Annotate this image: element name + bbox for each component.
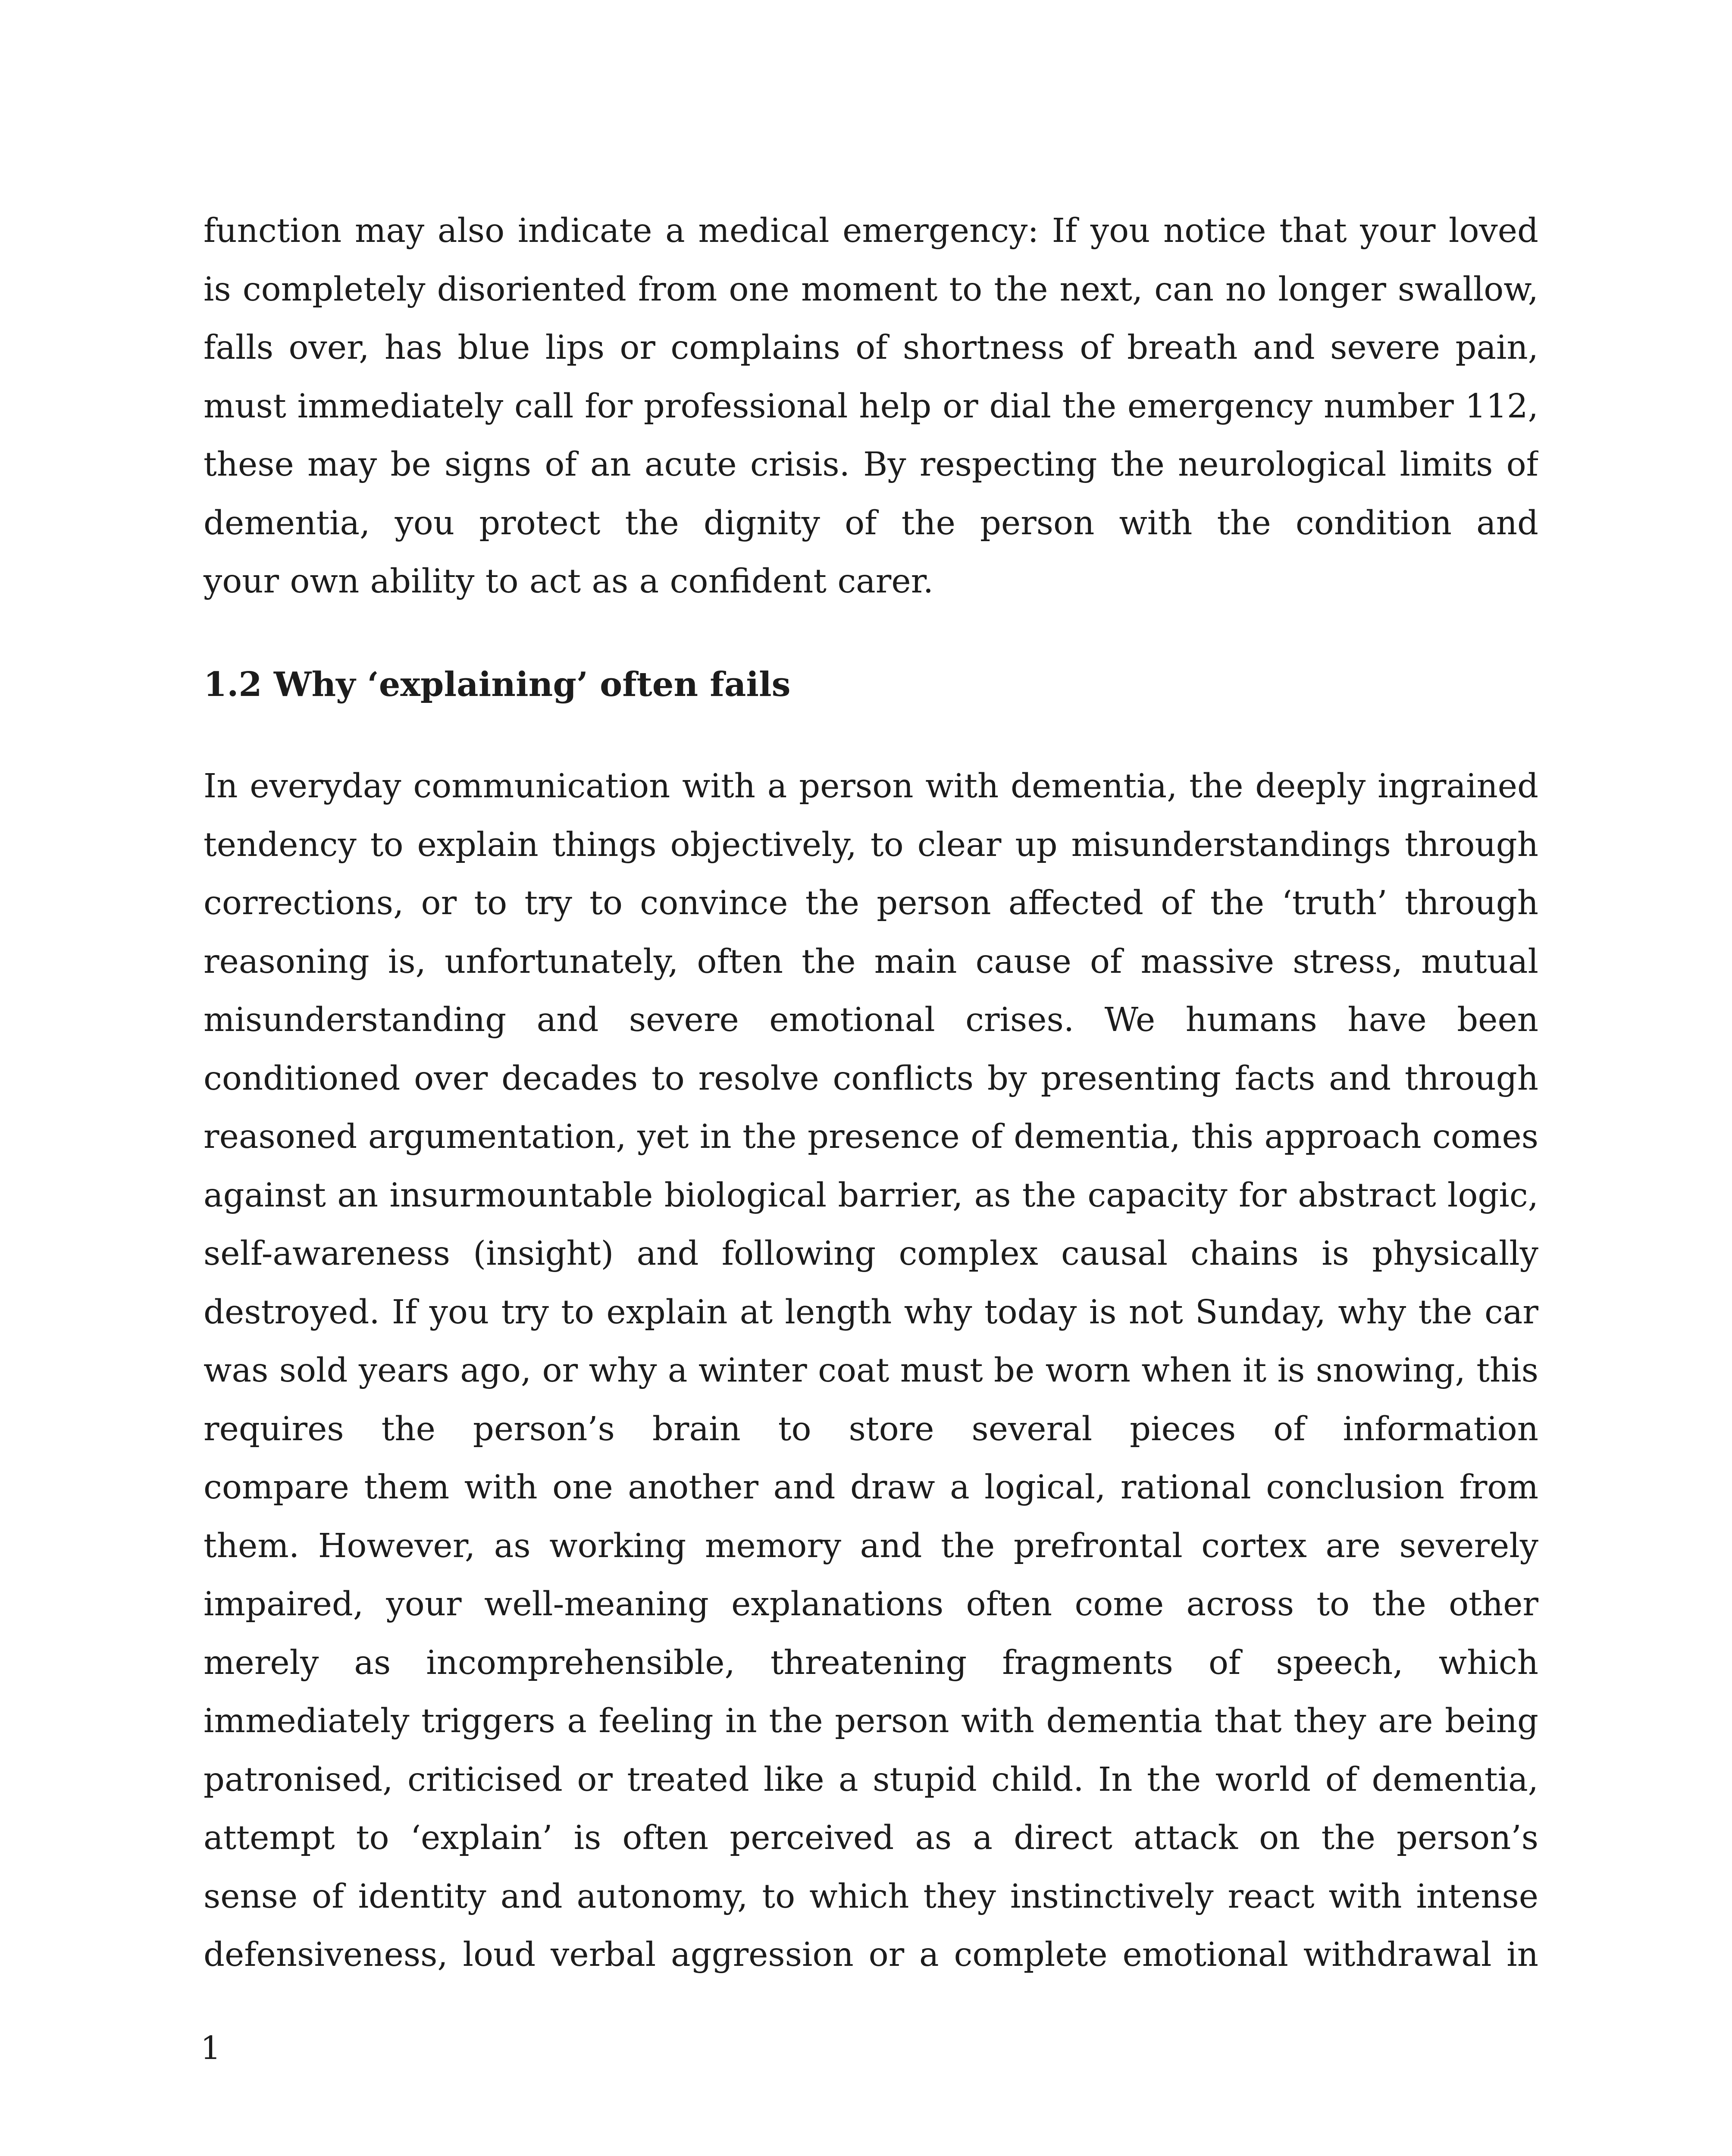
paragraph-line: tendency to explain things objectively, to clear up misunderstandings through	[204, 825, 1538, 864]
paragraph-line: your own ability to act as a confident carer.	[204, 562, 934, 601]
paragraph-line: against an insurmountable biological barrier, as the capacity for abstract logic,	[204, 1176, 1538, 1215]
paragraph-line: self-awareness (insight) and following complex causal chains is physically	[204, 1235, 1538, 1273]
paragraph-1	[204, 202, 1538, 611]
paragraph-line: impaired, your well-meaning explanations often come across to the other	[204, 1585, 1538, 1623]
paragraph-line: requires the person’s brain to store several pieces of information	[204, 1410, 1538, 1448]
paragraph-line: these may be signs of an acute crisis. By respecting the neurological limits of	[204, 445, 1538, 484]
paragraph-line: In everyday communication with a person with dementia, the deeply ingrained	[204, 767, 1538, 805]
paragraph-line: reasoned argumentation, yet in the presence of dementia, this approach comes	[204, 1118, 1538, 1156]
paragraph-line: reasoning is, unfortunately, often the main cause of massive stress, mutual	[204, 942, 1538, 981]
paragraph-line: defensiveness, loud verbal aggression or a complete emotional withdrawal in	[204, 1936, 1538, 1974]
page-number: 1	[200, 2030, 221, 2067]
paragraph-line: compare them with one another and draw a logical, rational conclusion from	[204, 1468, 1538, 1507]
paragraph-line: conditioned over decades to resolve conflicts by presenting facts and through	[204, 1059, 1538, 1098]
section-heading: 1.2 Why ‘explaining’ often fails	[204, 665, 791, 704]
paragraph-line: destroyed. If you try to explain at length why today is not Sunday, why the car	[204, 1293, 1538, 1332]
paragraph-line: sense of identity and autonomy, to which they instinctively react with intense	[204, 1877, 1538, 1916]
paragraph-line: falls over, has blue lips or complains of shortness of breath and severe pain,	[204, 329, 1538, 367]
paragraph-line: dementia, you protect the dignity of the person with the condition and	[204, 504, 1538, 542]
paragraph-line: function may also indicate a medical emergency: If you notice that your loved	[204, 212, 1538, 250]
paragraph-line: immediately triggers a feeling in the person with dementia that they are being	[204, 1702, 1538, 1740]
paragraph-line: corrections, or to try to convince the person affected of the ‘truth’ through	[204, 884, 1538, 922]
paragraph-2	[204, 757, 1538, 1984]
paragraph-line: was sold years ago, or why a winter coat must be worn when it is snowing, this	[204, 1351, 1538, 1390]
paragraph-line: is completely disoriented from one moment to the next, can no longer swallow,	[204, 270, 1538, 309]
paragraph-line: misunderstanding and severe emotional crises. We humans have been	[204, 1001, 1538, 1039]
paragraph-line: patronised, criticised or treated like a stupid child. In the world of dementia,	[204, 1760, 1538, 1799]
paragraph-line: must immediately call for professional help or dial the emergency number 112,	[204, 387, 1538, 426]
paragraph-line: attempt to ‘explain’ is often perceived as a direct attack on the person’s	[204, 1819, 1538, 1857]
paragraph-line: merely as incomprehensible, threatening fragments of speech, which	[204, 1643, 1538, 1682]
paragraph-line: them. However, as working memory and the prefrontal cortex are severely	[204, 1526, 1538, 1565]
